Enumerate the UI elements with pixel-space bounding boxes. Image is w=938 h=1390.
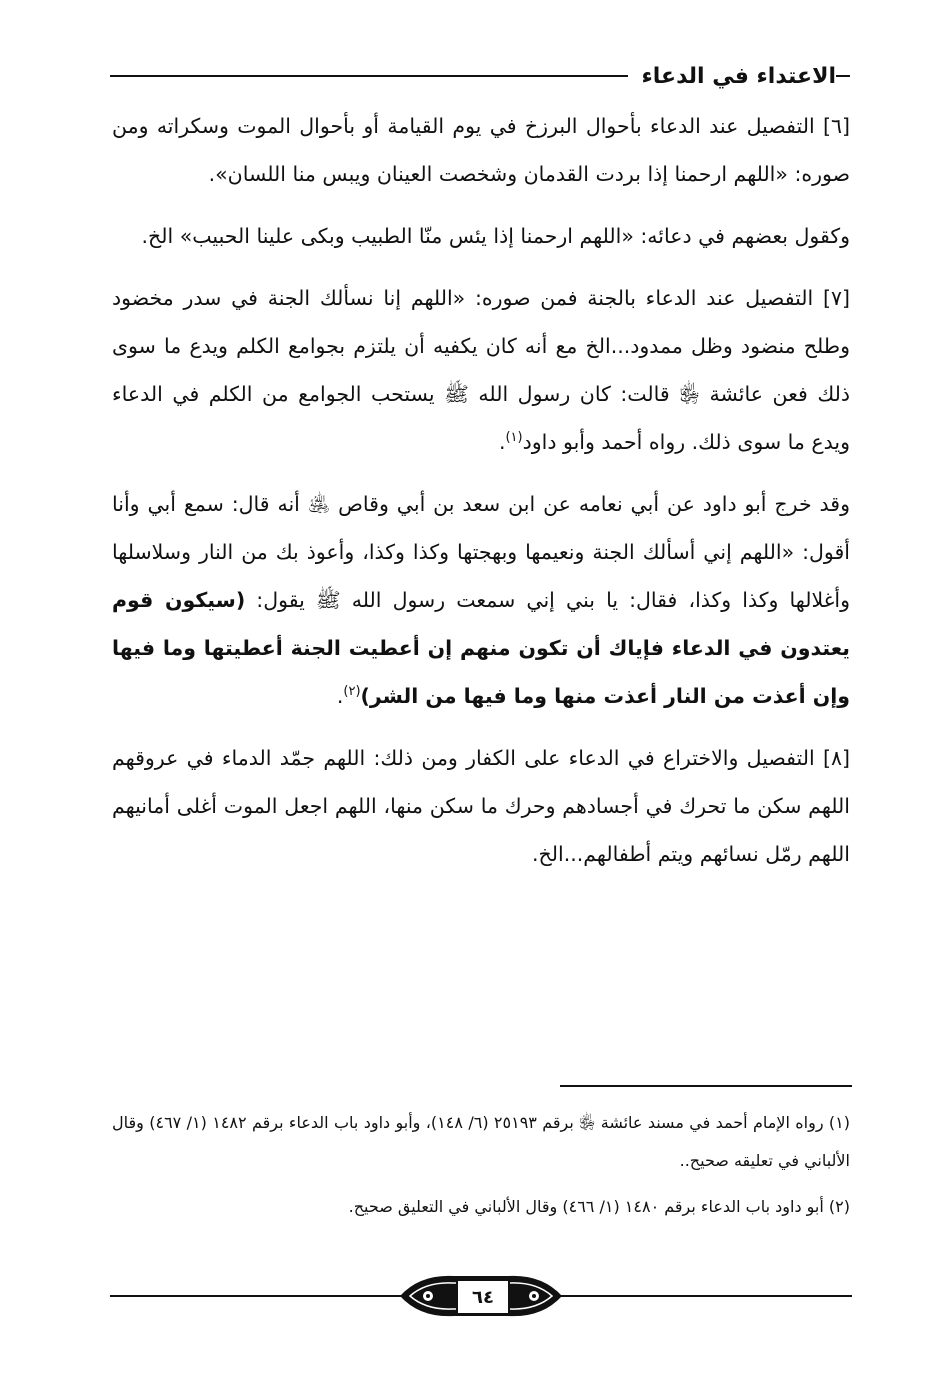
header-rule-left [110,75,628,77]
page-number: ٦٤ [456,1279,510,1315]
footnotes [112,1104,850,1234]
header-title: الاعتداء في الدعاء [641,63,836,89]
footnote-separator [560,1085,852,1087]
paragraph-6: [٦] التفصيل عند الدعاء بأحوال البرزخ في يوم القيامة أو بأحوال الموت وسكراته ومن صوره: «اللهم ارحمنا إذا بردت القدمان وشخصت العينان ويبس منا اللسان». [112,114,850,186]
hadith-quote: (سيكون قوم يعتدون في الدعاء فإياك أن تكون منهم إن أعطيت الجنة أعطيتها وما فيها وإن أعذت من النار أعذت منها وما فيها من الشر) [112,588,850,708]
footnote-2: (٢) أبو داود باب الدعاء برقم ١٤٨٠ (١/ ٤٦٦) وقال الألباني في التعليق صحيح. [348,1197,850,1216]
paragraph-6-cont: وكقول بعضهم في دعائه: «اللهم ارحمنا إذا يئس منّا الطبيب وبكى علينا الحبيب» الخ. [141,224,850,248]
running-header [110,56,850,96]
paragraph-hadith: وقد خرج أبو داود عن أبي نعامه عن ابن سعد بن أبي وقاص ﵁ أنه قال: سمع أبي وأنا أقول: «اللهم إني أسألك الجنة ونعيمها وبهجتها وكذا وكذا، وأعوذ بك من النار وسلاسلها وأغلالها وكذا وكذا، فقال: يا بني إني سمعت رسول الله ﷺ يقول: (سيكون قوم يعتدون في الدعاء فإياك أن تكون منهم إن أعطيت الجنة أعطيتها وما فيها وإن أعذت من النار أعذت منها وما فيها من الشر)$^{(٢)}$. [112,492,850,708]
header-rule-right [836,75,850,77]
paragraph-8: [٨] التفصيل والاختراع في الدعاء على الكفار ومن ذلك: اللهم جمّد الدماء في عروقهم اللهم سكن ما تحرك في أجسادهم وحرك ما سكن منها، اللهم اجعل الموت أغلى أمانيهم اللهم رمّل نسائهم ويتم أطفالهم...الخ. [112,746,850,866]
footnote-ref-2[interactable]: (٢) [343,684,361,700]
body-text [112,102,850,892]
footer-rule-right [554,1295,852,1297]
footnote-ref-1[interactable]: (١) [505,430,523,446]
paragraph-7: [٧] التفصيل عند الدعاء بالجنة فمن صوره: «اللهم إنا نسألك الجنة في سدر مخضود وطلح منضود وظل ممدود...الخ مع أنه كان يكفيه أن يلتزم بجوامع الكلم ويدع ما سوى ذلك فعن عائشة ﵂ قالت: كان رسول الله ﷺ يستحب الجوامع من الكلم في الدعاء ويدع ما سوى ذلك. رواه أحمد وأبو داود$^{(١)}$. [112,286,850,454]
footnote-1: (١) رواه الإمام أحمد في مسند عائشة ﵂ برقم ٢٥١٩٣ (٦/ ١٤٨)، وأبو داود باب الدعاء برقم ١٤٨٢ (١/ ٤٦٧) وقال الألباني في تعليقه صحيح.. [112,1113,850,1170]
footer-rule-left [110,1295,408,1297]
page-footer [110,1270,852,1322]
